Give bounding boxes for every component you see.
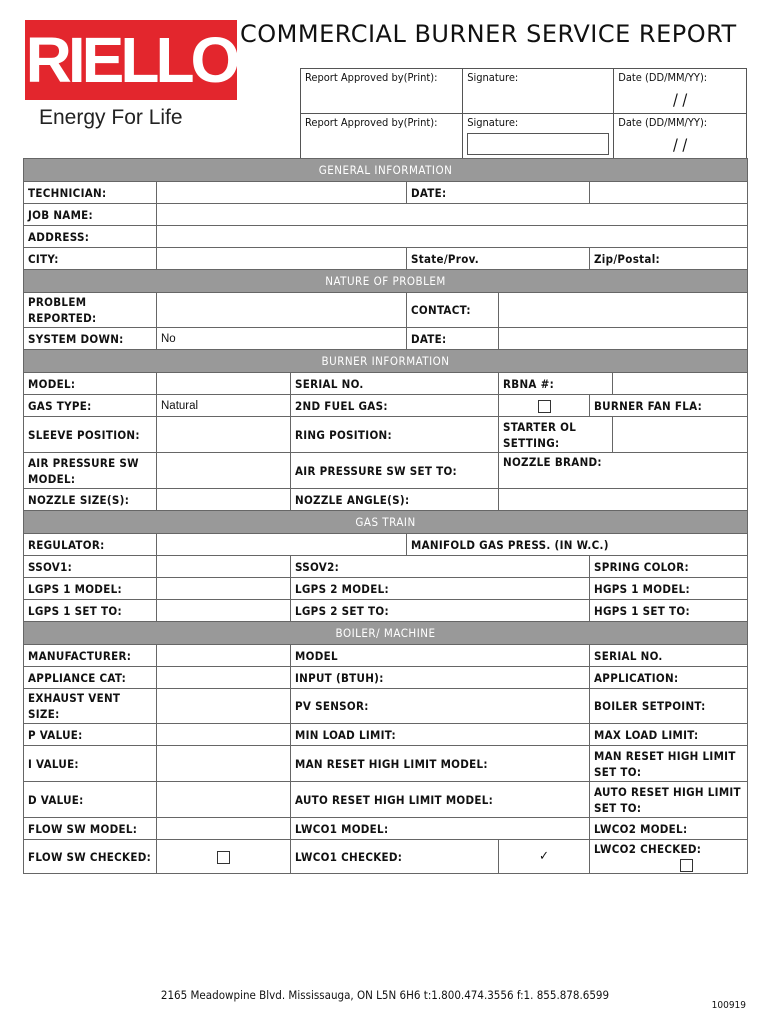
service-report-table	[23, 158, 748, 874]
problem-date-label: DATE:	[407, 328, 499, 350]
boiler-model-field[interactable]: MODEL	[291, 645, 590, 667]
second-fuel-checkbox-cell[interactable]	[499, 395, 590, 417]
man-reset-set-field[interactable]: MAN RESET HIGH LIMIT SET TO:	[590, 746, 748, 782]
form-code: 100919	[711, 1000, 746, 1011]
problem-reported-label: PROBLEM REPORTED:	[24, 293, 157, 328]
section-nature-of-problem: NATURE OF PROBLEM	[24, 270, 748, 293]
lgps1-set-field[interactable]	[157, 600, 291, 622]
nozzle-brand-field[interactable]: NOZZLE BRAND:	[499, 453, 748, 489]
lwco2-checkbox[interactable]	[680, 859, 693, 872]
i-value-label: I VALUE:	[24, 746, 157, 782]
manufacturer-field[interactable]	[157, 645, 291, 667]
state-field[interactable]: State/Prov.	[407, 248, 590, 270]
auto-reset-model-field[interactable]: AUTO RESET HIGH LIMIT MODEL:	[291, 782, 590, 818]
flow-sw-checkbox[interactable]	[217, 851, 230, 864]
signature-label: Signature:	[467, 116, 519, 129]
approved-by-label: Report Approved by(Print):	[305, 116, 438, 129]
boiler-setpoint-field[interactable]: BOILER SETPOINT:	[590, 689, 748, 724]
second-fuel-label: 2ND FUEL GAS:	[291, 395, 499, 417]
air-sw-model-label: AIR PRESSURE SW MODEL:	[24, 453, 157, 489]
flow-sw-model-field[interactable]	[157, 818, 291, 840]
logo-tagline: Energy For Life	[39, 106, 183, 129]
signature-field-2[interactable]	[463, 114, 614, 159]
city-label: CITY:	[24, 248, 157, 270]
ssov2-field[interactable]: SSOV2:	[291, 556, 590, 578]
nozzle-angle-extra[interactable]	[499, 489, 748, 511]
max-load-field[interactable]: MAX LOAD LIMIT:	[590, 724, 748, 746]
regulator-field[interactable]	[157, 534, 407, 556]
rbna-label: RBNA #:	[499, 373, 613, 395]
appliance-cat-field[interactable]	[157, 667, 291, 689]
technician-field[interactable]	[157, 182, 407, 204]
flow-sw-checkbox-cell[interactable]	[157, 840, 291, 874]
serial-field[interactable]: SERIAL NO.	[291, 373, 499, 395]
date-value: / /	[672, 90, 688, 109]
section-general-information: GENERAL INFORMATION	[24, 159, 748, 182]
approval-date-field-1[interactable]	[614, 69, 747, 114]
exhaust-vent-label: EXHAUST VENT SIZE:	[24, 689, 157, 724]
lgps1-model-label: LGPS 1 MODEL:	[24, 578, 157, 600]
model-label: MODEL:	[24, 373, 157, 395]
sleeve-position-field[interactable]	[157, 417, 291, 453]
contact-field[interactable]	[499, 293, 748, 328]
system-down-label: SYSTEM DOWN:	[24, 328, 157, 350]
job-name-field[interactable]	[157, 204, 748, 226]
city-field[interactable]	[157, 248, 407, 270]
man-reset-model-field[interactable]: MAN RESET HIGH LIMIT MODEL:	[291, 746, 590, 782]
air-sw-model-field[interactable]	[157, 453, 291, 489]
problem-date-field[interactable]	[499, 328, 748, 350]
lwco2-checked-label: LWCO2 CHECKED:	[594, 842, 702, 856]
ssov1-field[interactable]	[157, 556, 291, 578]
address-label: ADDRESS:	[24, 226, 157, 248]
gas-type-field[interactable]: Natural	[157, 395, 291, 417]
lgps1-model-field[interactable]	[157, 578, 291, 600]
input-btuh-field[interactable]: INPUT (BTUH):	[291, 667, 590, 689]
p-value-field[interactable]	[157, 724, 291, 746]
nozzle-size-label: NOZZLE SIZE(S):	[24, 489, 157, 511]
ring-position-field[interactable]: RING POSITION:	[291, 417, 499, 453]
starter-ol-field[interactable]	[613, 417, 748, 453]
manifold-press-field[interactable]: MANIFOLD GAS PRESS. (IN W.C.)	[407, 534, 748, 556]
signature-box[interactable]	[467, 133, 609, 155]
starter-ol-label: STARTER OL SETTING:	[499, 417, 613, 453]
hgps1-set-field[interactable]: HGPS 1 SET TO:	[590, 600, 748, 622]
auto-reset-set-field[interactable]: AUTO RESET HIGH LIMIT SET TO:	[590, 782, 748, 818]
date-field[interactable]	[590, 182, 748, 204]
manufacturer-label: MANUFACTURER:	[24, 645, 157, 667]
date-label: Date (DD/MM/YY):	[618, 116, 708, 129]
boiler-serial-field[interactable]: SERIAL NO.	[590, 645, 748, 667]
rbna-field[interactable]	[613, 373, 748, 395]
signature-label: Signature:	[467, 71, 519, 84]
lgps1-set-label: LGPS 1 SET TO:	[24, 600, 157, 622]
i-value-field[interactable]	[157, 746, 291, 782]
application-field[interactable]: APPLICATION:	[590, 667, 748, 689]
model-field[interactable]	[157, 373, 291, 395]
nozzle-size-field[interactable]	[157, 489, 291, 511]
signature-field-1[interactable]	[463, 69, 614, 114]
exhaust-vent-field[interactable]	[157, 689, 291, 724]
job-name-label: JOB NAME:	[24, 204, 157, 226]
air-sw-set-field[interactable]: AIR PRESSURE SW SET TO:	[291, 453, 499, 489]
system-down-field[interactable]: No	[157, 328, 407, 350]
flow-sw-model-label: FLOW SW MODEL:	[24, 818, 157, 840]
lgps2-set-field[interactable]: LGPS 2 SET TO:	[291, 600, 590, 622]
ssov1-label: SSOV1:	[24, 556, 157, 578]
appliance-cat-label: APPLIANCE CAT:	[24, 667, 157, 689]
lwco2-model-field[interactable]: LWCO2 MODEL:	[590, 818, 748, 840]
lwco1-model-field[interactable]: LWCO1 MODEL:	[291, 818, 590, 840]
sleeve-position-label: SLEEVE POSITION:	[24, 417, 157, 453]
section-gas-train: GAS TRAIN	[24, 511, 748, 534]
problem-reported-field[interactable]	[157, 293, 407, 328]
section-boiler-machine: BOILER/ MACHINE	[24, 622, 748, 645]
contact-label: CONTACT:	[407, 293, 499, 328]
lgps2-model-field[interactable]: LGPS 2 MODEL:	[291, 578, 590, 600]
date-label: DATE:	[407, 182, 590, 204]
regulator-label: REGULATOR:	[24, 534, 157, 556]
zip-field[interactable]: Zip/Postal:	[590, 248, 748, 270]
technician-label: TECHNICIAN:	[24, 182, 157, 204]
approval-date-field-2[interactable]	[614, 114, 747, 159]
riello-logo	[25, 20, 237, 140]
pv-sensor-field[interactable]: PV SENSOR:	[291, 689, 590, 724]
lwco1-checked-label: LWCO1 CHECKED:	[291, 840, 499, 874]
logo-wordmark: RIELLO	[25, 20, 237, 100]
date-label: Date (DD/MM/YY):	[618, 71, 708, 84]
second-fuel-checkbox[interactable]	[538, 400, 551, 413]
approved-by-field-2[interactable]	[301, 114, 463, 159]
d-value-label: D VALUE:	[24, 782, 157, 818]
section-burner-information: BURNER INFORMATION	[24, 350, 748, 373]
page-title: COMMERCIAL BURNER SERVICE REPORT	[240, 20, 737, 48]
address-field[interactable]	[157, 226, 748, 248]
d-value-field[interactable]	[157, 782, 291, 818]
lwco1-checkbox-cell[interactable]	[499, 840, 590, 874]
lwco2-checked-field[interactable]	[590, 840, 748, 874]
approved-by-label: Report Approved by(Print):	[305, 71, 438, 84]
min-load-field[interactable]: MIN LOAD LIMIT:	[291, 724, 590, 746]
nozzle-angle-field[interactable]: NOZZLE ANGLE(S):	[291, 489, 499, 511]
gas-type-label: GAS TYPE:	[24, 395, 157, 417]
spring-color-field[interactable]: SPRING COLOR:	[590, 556, 748, 578]
p-value-label: P VALUE:	[24, 724, 157, 746]
hgps1-model-field[interactable]: HGPS 1 MODEL:	[590, 578, 748, 600]
burner-fan-label: BURNER FAN FLA:	[590, 395, 748, 417]
flow-sw-checked-label: FLOW SW CHECKED:	[24, 840, 157, 874]
approved-by-field-1[interactable]	[301, 69, 463, 114]
approval-table	[300, 68, 747, 159]
check-mark-icon[interactable]: ✓	[539, 849, 549, 864]
footer-address: 2165 Meadowpine Blvd. Mississauga, ON L5N 6H6 t:1.800.474.3556 f:1. 855.878.6599	[160, 988, 610, 1002]
date-value: / /	[672, 135, 688, 154]
